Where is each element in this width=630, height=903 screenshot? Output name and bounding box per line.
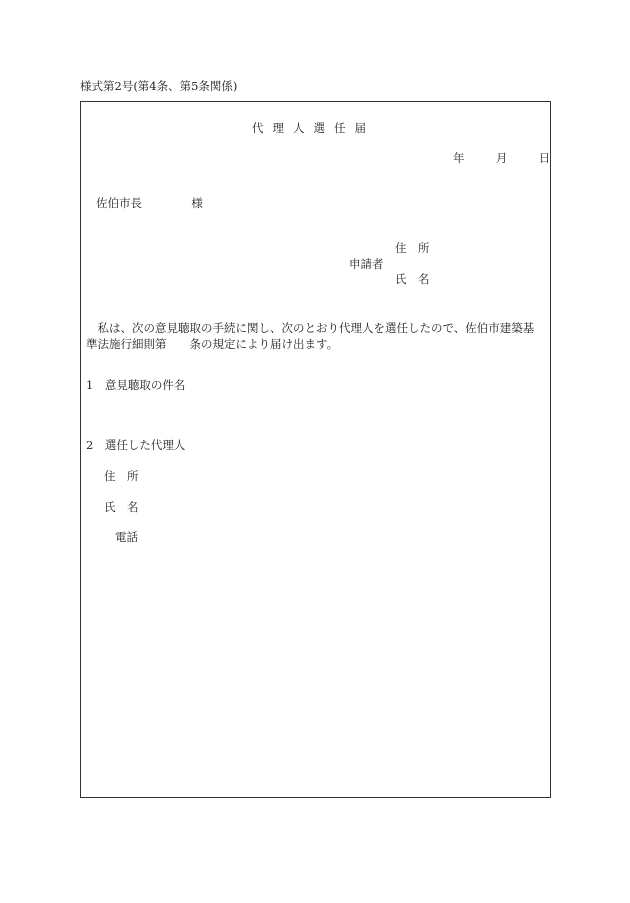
- applicant-name-label: 氏 名: [395, 272, 430, 286]
- appointed-agent-heading: 2 選任した代理人: [86, 438, 186, 452]
- date-day-label: 日: [538, 151, 551, 165]
- form-number: 様式第2号(第4条、第5条関係): [80, 79, 238, 93]
- declaration-line-2: 準法施行細則第 条の規定により届け出ます。: [86, 337, 339, 351]
- declaration-line-1: 私は、次の意見聴取の手続に関し、次のとおり代理人を選任したので、佐伯市建築基: [86, 321, 535, 335]
- agent-address-label: 住 所: [104, 469, 139, 483]
- date-line: [453, 153, 550, 165]
- agent-name-label: 氏 名: [104, 500, 139, 514]
- date-year-label: 年: [453, 151, 465, 165]
- recipient-name: 佐伯市長: [96, 196, 142, 210]
- recipient: [96, 198, 203, 210]
- document-title: 代理人選任届: [252, 121, 375, 135]
- declaration-text: [86, 320, 548, 352]
- hearing-subject-heading: 1 意見聴取の件名: [86, 378, 186, 392]
- applicant-address-label: 住 所: [395, 241, 430, 255]
- applicant-label: 申請者: [349, 257, 384, 271]
- date-month-label: 月: [495, 151, 508, 165]
- recipient-honorific: 様: [191, 196, 203, 210]
- agent-phone-label: 電話: [115, 530, 138, 544]
